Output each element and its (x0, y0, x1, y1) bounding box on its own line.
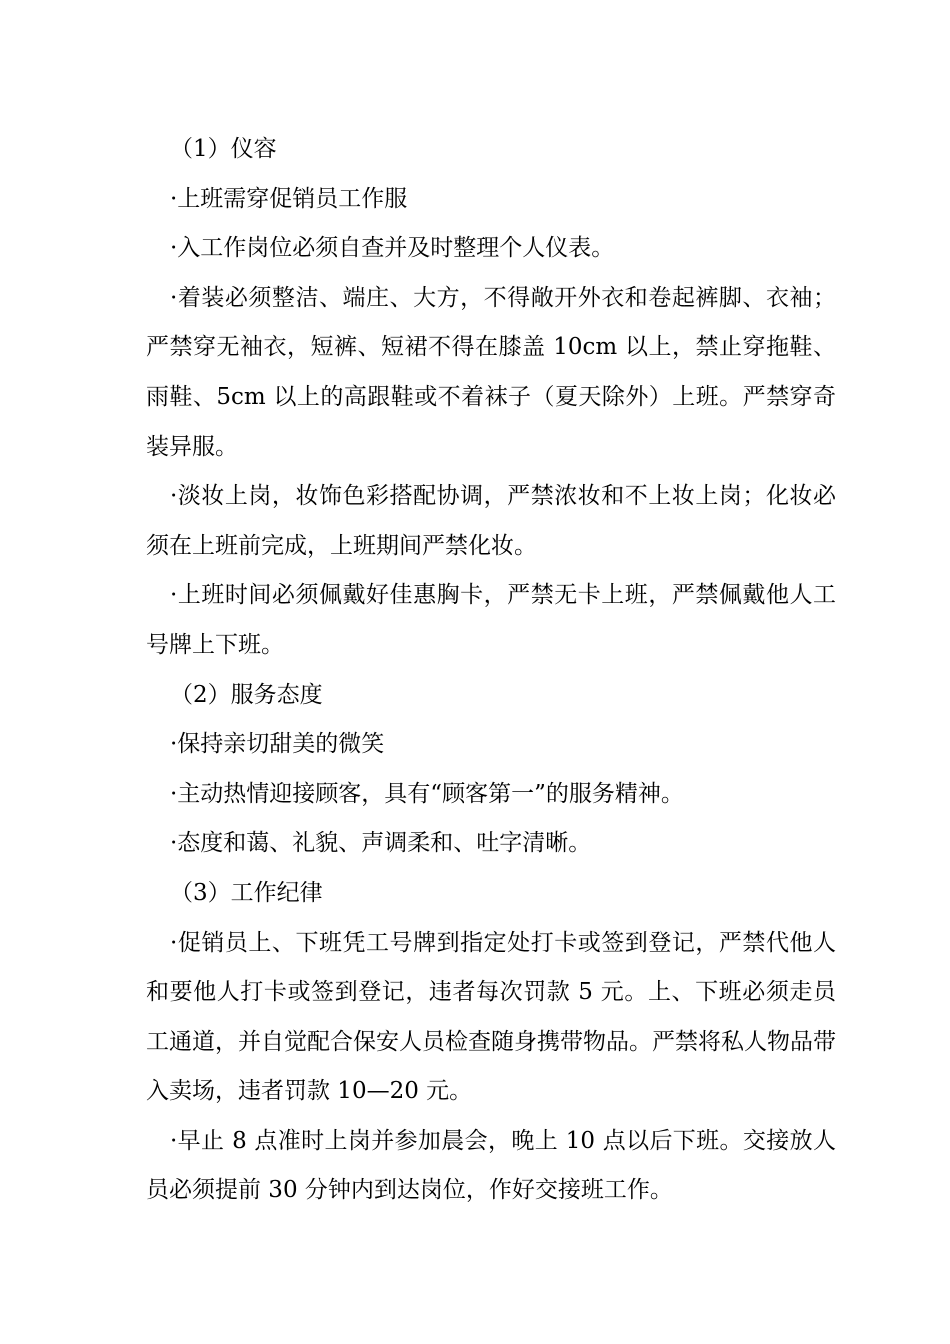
section-heading-appearance: （1）仪容 (170, 136, 277, 162)
paragraph-clock-in: ·促销员上、下班凭工号牌到指定处打卡或签到登记，严禁代他人和要他人打卡或签到登记，违者每次罚款 5 元。上、下班必须走员工通道，并自觉配合保安人员检查随身携带物品。严禁将私人物品带入卖场，违者罚款 10—20 元。 (146, 929, 836, 1105)
paragraph-makeup: ·淡妆上岗，妆饰色彩搭配协调，严禁浓妆和不上妆上岗；化妆必须在上班前完成，上班期间严禁化妆。 (146, 483, 836, 559)
paragraph-work-hours: ·早止 8 点准时上岗并参加晨会，晚上 10 点以后下班。交接放人员必须提前 30 分钟内到达岗位，作好交接班工作。 (146, 1127, 836, 1204)
paragraph-uniform: ·上班需穿促销员工作服 (170, 185, 408, 212)
paragraph-self-check: ·入工作岗位必须自查并及时整理个人仪表。 (170, 235, 615, 262)
section-heading-work-discipline: （3）工作纪律 (170, 879, 323, 906)
paragraph-smile: ·保持亲切甜美的微笑 (170, 731, 385, 758)
paragraph-manner: ·态度和蔼、礼貌、声调柔和、吐字清晰。 (170, 830, 592, 857)
section-heading-service-attitude: （2）服务态度 (170, 681, 323, 708)
paragraph-dress-code: ·着装必须整洁、端庄、大方，不得敞开外衣和卷起裤脚、衣袖；严禁穿无袖衣，短裤、短裙不得在膝盖 10cm 以上，禁止穿拖鞋、雨鞋、5cm 以上的高跟鞋或不着袜子（夏天除外）上班。严禁穿奇装异服。 (146, 284, 836, 460)
document-body (146, 125, 836, 1216)
paragraph-badge: ·上班时间必须佩戴好佳惠胸卡，严禁无卡上班，严禁佩戴他人工号牌上下班。 (146, 582, 836, 658)
paragraph-greet-customers: ·主动热情迎接顾客，具有“顾客第一”的服务精神。 (170, 780, 684, 807)
